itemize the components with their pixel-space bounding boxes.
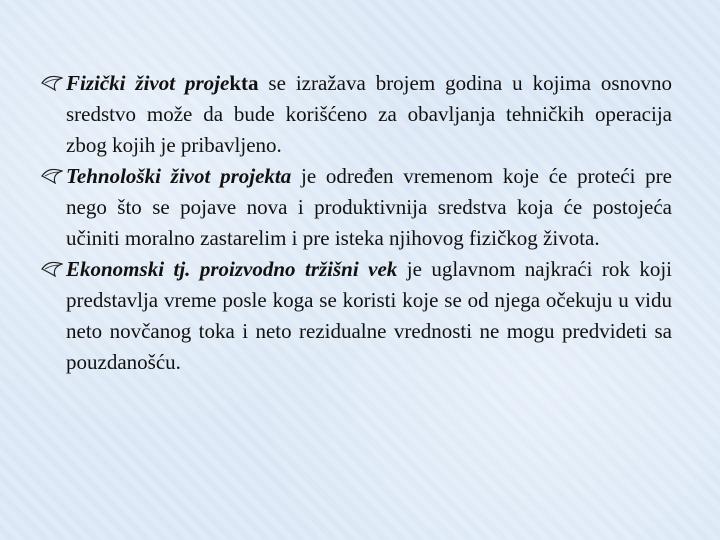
term-physical-life-b: kta [229,71,259,95]
term-economic-life: Ekonomski tj. proizvodno tržišni vek [66,257,398,281]
arrow-bullet-icon [40,161,64,192]
bullet-economic-life [40,254,672,378]
arrow-bullet-icon [40,254,64,285]
bullet-technological-life [40,161,672,254]
bullet-technological-life-text: je određen vremenom koje će proteći pre nego što se pojave nova i produktivnija sredstva koja će postojeća učiniti moralno zastarelim i pre isteka njihovog fizičkog života. [66,164,672,250]
term-physical-life-a: Fizički život proje [66,71,230,95]
arrow-bullet-icon [40,68,64,99]
bullet-economic-life-text: je uglavnom najkraći rok koji predstavlja vreme posle koga se koristi koje se od njega očekuju u vidu neto novčanog toka i neto rezidualne vrednosti ne mogu predvideti sa pouzdanošću. [66,257,673,374]
bullet-physical-life-text: se izražava brojem godina u kojima osnovno sredstvo može da bude korišćeno za obavljanja tehničkih operacija zbog kojih je pribavljeno. [66,71,672,157]
bullet-physical-life [40,68,672,161]
slide-content [40,68,672,378]
term-technological-life: Tehnološki život projekta [66,164,292,188]
